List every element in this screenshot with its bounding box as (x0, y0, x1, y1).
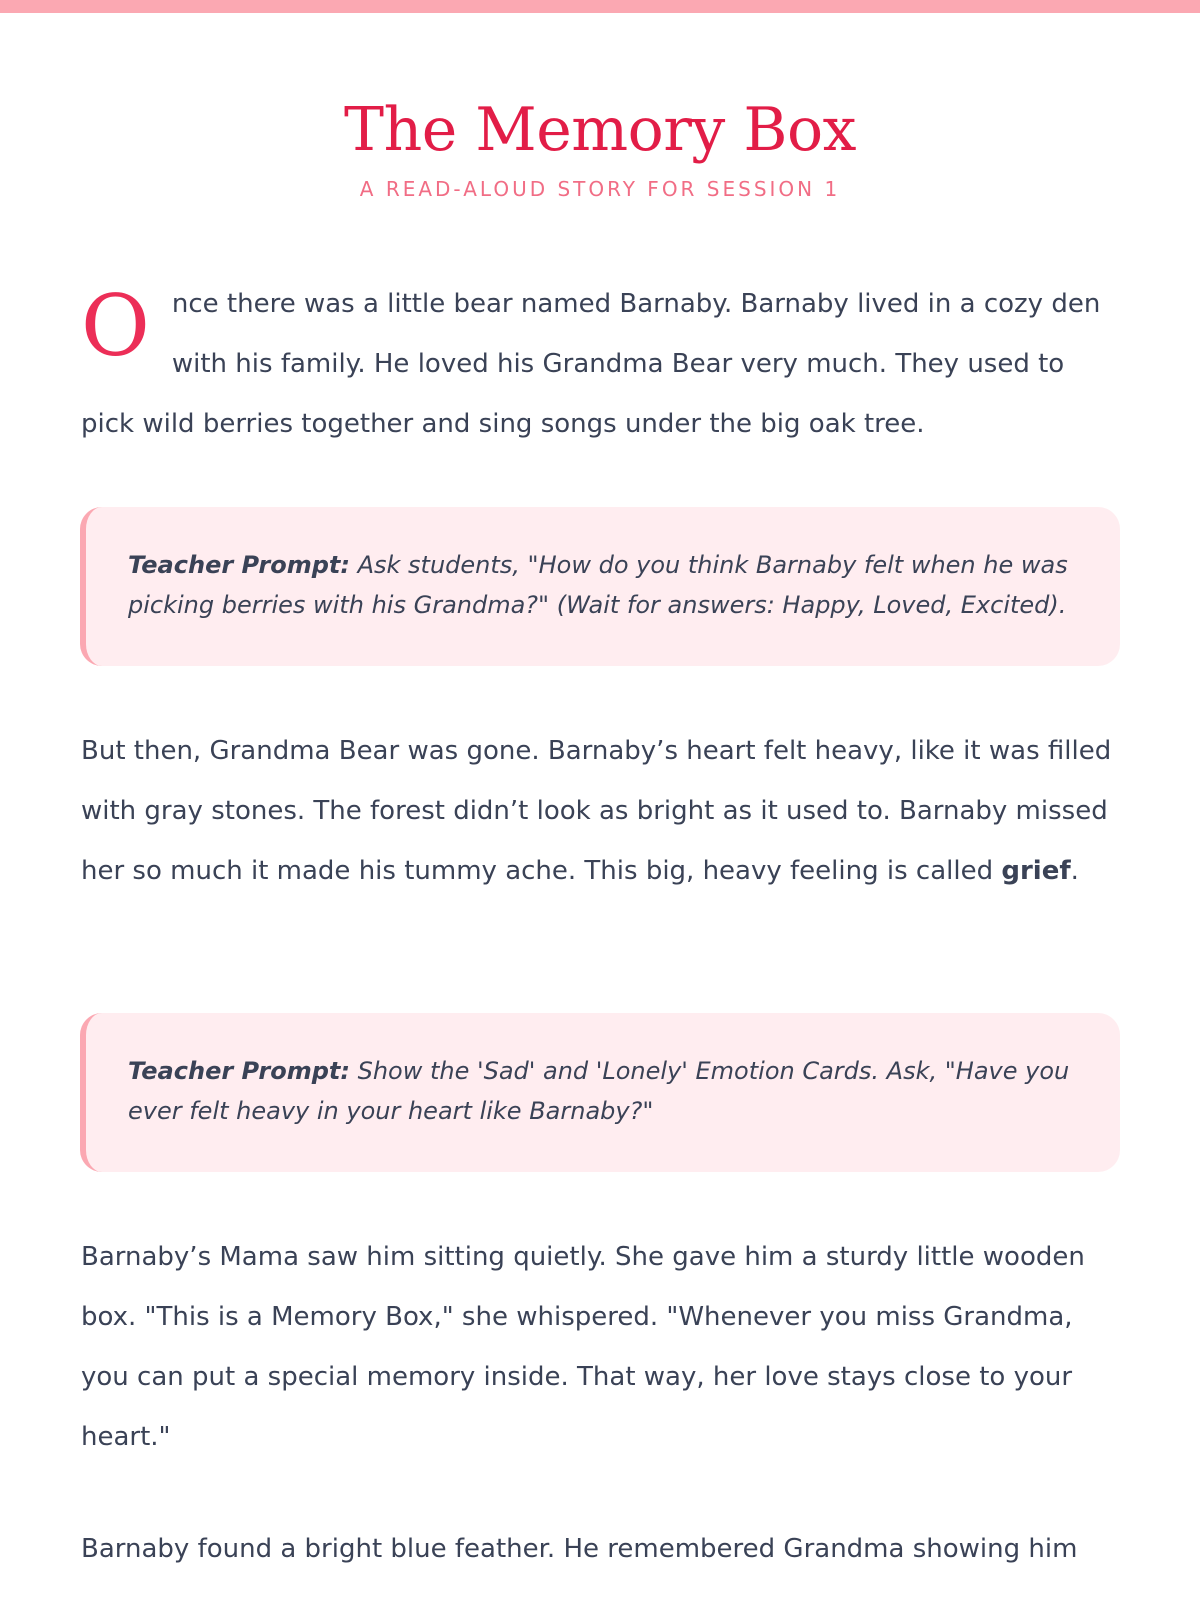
drop-cap: O (81, 277, 150, 375)
story-paragraph-2-end: . (1070, 856, 1079, 886)
teacher-prompt-text: Show the 'Sad' and 'Lonely' Emotion Cards. Ask, "Have you ever felt heavy in your heart like Barnaby?" (128, 1057, 1070, 1125)
teacher-prompt-1 (80, 507, 1120, 666)
teacher-prompt-label: Teacher Prompt: (128, 551, 350, 579)
top-accent-bar (0, 0, 1200, 13)
story-paragraph-1-text: nce there was a little bear named Barnaby. Barnaby lived in a cozy den with his family. He loved his Grandma Bear very much. They used to pick wild berries together and sing songs under the big oak tree. (81, 289, 1101, 439)
emphasis-grief: grief (1001, 856, 1071, 886)
teacher-prompt-label: Teacher Prompt: (128, 1057, 350, 1085)
page-subtitle: A READ-ALOUD STORY FOR SESSION 1 (359, 177, 841, 201)
story-paragraph-4 (81, 1519, 1121, 1579)
story-paragraph-1 (81, 274, 1121, 454)
story-paragraph-2-text: But then, Grandma Bear was gone. Barnaby’s heart felt heavy, like it was filled with gray stones. The forest didn’t look as bright as it used to. Barnaby missed her so much it made his tummy ache. This big, heavy feeling is called (81, 736, 1112, 886)
story-paragraph-3-text: Barnaby’s Mama saw him sitting quietly. She gave him a sturdy little wooden box. "This is a Memory Box," she whispered. "Whenever you miss Grandma, you can put a special memory inside. That way, her love stays close to your heart." (81, 1242, 1085, 1452)
teacher-prompt-text: Ask students, "How do you think Barnaby felt when he was picking berries with his Grandma?" (Wait for answers: Happy, Loved, Excited). (128, 551, 1068, 619)
story-paragraph-2 (81, 721, 1121, 901)
teacher-prompt-2 (80, 1013, 1120, 1172)
story-paragraph-4-text: Barnaby found a bright blue feather. He remembered Grandma showing him (81, 1534, 1078, 1564)
page-title: The Memory Box (344, 95, 856, 165)
story-paragraph-3 (81, 1227, 1121, 1467)
